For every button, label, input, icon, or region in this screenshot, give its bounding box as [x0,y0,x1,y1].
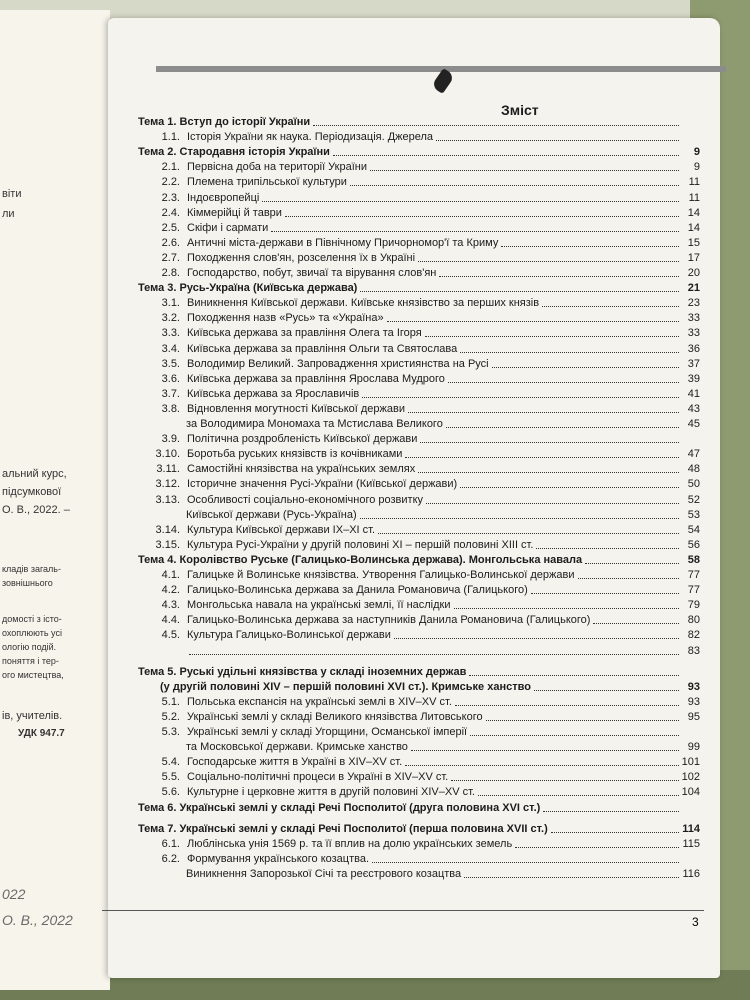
toc-leader-dots [446,426,679,428]
toc-row [146,237,700,250]
toc-page-number: 101 [681,756,700,769]
toc-row [146,252,700,265]
toc-number: 5.1. [161,695,180,708]
left-page-text: зовнішнього [2,578,53,588]
toc-leader-dots [360,290,679,292]
toc-leader-dots [262,200,679,202]
toc-leader-dots [372,861,679,863]
toc-row [146,838,700,851]
toc-text: Культура Галицько-Волинської держави [187,629,391,642]
toc-number: 6.2. [161,852,180,865]
toc-leader-dots [460,486,679,488]
toc-page-number: 45 [687,418,700,430]
toc-text: Тема 2. Стародавня історія України [138,146,330,159]
toc-text: Історія України як наука. Періодизація. Джерела [187,131,434,144]
toc-text: та Московської держави. Кримське ханство [186,741,408,754]
toc-text: Київська держава за Ярославичів [187,387,360,400]
toc-number: 2.8. [161,267,180,279]
toc-number: 6.1. [161,837,180,850]
toc-page-number: 9 [693,161,700,174]
toc-page-number: 11 [688,176,700,189]
toc-page-number: 79 [687,599,700,612]
toc-page-number: 93 [687,680,700,693]
toc-leader-dots [536,547,679,549]
toc-leader-dots [470,734,679,736]
left-page-text: О. В., 2022 [2,912,73,928]
toc-text: Кіммерійці й таври [187,206,282,219]
toc-text: Тема 6. Українські землі у складі Речі Посполитої (друга половина XVI ст.) [138,801,541,814]
left-page-text: охоплюють усі [2,628,62,638]
toc-text: Київська держава за правління Олега та Ігоря [187,327,422,340]
toc-number: 3.6. [161,372,180,385]
toc-text: Тема 3. Русь-Україна (Київська держава) [138,282,358,295]
toc-leader-dots [405,456,679,458]
left-page [0,10,110,990]
toc-text: Походження назв «Русь» та «Україна» [187,312,384,325]
toc-leader-dots [436,139,679,141]
toc-leader-dots [408,411,679,413]
toc-leader-dots [486,719,679,721]
toc-leader-dots [189,653,679,655]
toc-page-number: 114 [682,822,700,835]
toc-leader-dots [370,169,679,171]
toc-leader-dots [362,396,679,398]
toc-theme-row [138,554,700,567]
toc-number: 5.5. [161,771,180,784]
toc-page-number: 20 [687,267,700,279]
toc-leader-dots [469,674,679,676]
toc-leader-dots [360,517,679,519]
toc-leader-dots [460,351,679,353]
toc-leader-dots [464,876,679,878]
toc-page-number: 99 [687,741,700,754]
toc-row [186,418,700,431]
toc-text: Київська держава за правління Ярослава Мудрого [187,372,445,385]
toc-number: 3.5. [161,357,180,370]
toc-text: Володимир Великий. Запровадження християнства на Русі [187,357,489,370]
toc-page-number: 15 [687,236,700,249]
toc-text: Відновлення могутності Київської держави [187,402,405,415]
toc-page-number: 116 [682,867,700,880]
page-number: 3 [692,915,699,929]
toc-page-number: 104 [681,786,700,799]
toc-text: Племена трипільської культури [187,176,347,189]
left-page-text: ого мистецтва, [2,670,64,680]
toc-leader-dots [551,831,679,833]
toc-text: Формування українського козацтва. [187,852,370,865]
toc-row [146,771,700,784]
toc-text: Культурне і церковне життя в другій половині XIV–XV ст. [187,786,475,799]
toc-page-number: 82 [687,629,700,642]
toc-row [146,599,700,612]
toc-text: Індоєвропейці [187,191,260,204]
toc-page-number: 9 [693,146,700,159]
page-title: Зміст [501,102,539,118]
toc-row [146,614,700,627]
toc-row [146,373,700,386]
toc-row [146,696,700,709]
toc-number: 3.10. [155,448,180,461]
toc-number: 4.2. [161,584,180,597]
toc-row [146,853,700,866]
toc-row [146,312,700,325]
toc-text: Галицьке й Волинське князівства. Утворення Галицько-Волинської держави [187,569,575,581]
toc-text: Тема 5. Руські удільні князівства у складі іноземних держав [138,665,467,678]
left-page-text: УДК 947.7 [18,728,65,739]
toc-page-number: 95 [687,710,700,723]
left-page-text: домості з істо- [2,614,62,624]
toc-theme-row [138,823,700,836]
toc-page-number: 33 [687,312,700,325]
toc-page-number: 53 [687,508,700,521]
toc-number: 2.7. [161,251,180,264]
left-page-text: ологію подій. [2,642,57,652]
toc-page-number: 47 [687,448,700,461]
toc-leader-dots [501,245,679,247]
toc-text: за Володимира Мономаха та Мстислава Великого [186,418,443,430]
toc-page-number: 33 [687,327,700,340]
toc-leader-dots [448,381,679,383]
toc-row [146,176,700,189]
toc-number: 5.6. [161,786,180,799]
toc-row [146,448,700,461]
toc-text: Особливості соціально-економічного розвитку [187,493,424,506]
toc-number: 2.5. [161,221,180,234]
toc-number: 1.1. [161,131,180,144]
toc-leader-dots [542,305,679,307]
toc-page-number: 58 [687,553,700,566]
toc-leader-dots [492,366,679,368]
toc-row [146,207,700,220]
toc-text: Галицько-Волинська держава за Данила Романовича (Галицького) [187,584,528,597]
toc-page-number: 83 [687,644,700,657]
toc-page-number: 56 [687,538,700,551]
toc-text: Виникнення Запорозької Січі та реєстрового козацтва [186,867,462,880]
toc-row [146,297,700,310]
toc-row [146,463,700,476]
toc-number: 2.4. [161,206,180,219]
toc-text: Господарство, побут, звичаї та вірування слов'ян [187,267,437,279]
toc-row [146,222,700,235]
toc-row [146,192,700,205]
toc-number: 2.3. [161,191,180,204]
toc-row [146,726,700,739]
toc-number: 3.14. [155,523,180,536]
toc-text: Виникнення Київської держави. Київське князівство за перших князів [187,297,540,310]
toc-row [146,786,700,799]
toc-leader-dots [411,749,679,751]
toc-text: Люблінська унія 1569 р. та її вплив на долю українських земель [187,837,513,850]
toc-row [146,539,700,552]
toc-row [186,509,700,522]
toc-theme-row [138,146,700,159]
toc-number: 3.11. [156,463,180,476]
toc-leader-dots [426,502,679,504]
left-page-text: ли [2,208,15,220]
toc-page-number: 37 [687,357,700,370]
toc-page-number: 93 [687,695,700,708]
toc-number: 2.6. [161,236,180,249]
toc-number: 3.7. [161,387,180,400]
table-of-contents [108,18,720,978]
toc-text: Галицько-Волинська держава за наступників Данила Романовича (Галицького) [187,614,591,627]
toc-text: Господарське життя в Україні в XIV–XV ст. [187,756,403,769]
toc-page-number: 23 [687,297,700,310]
toc-page-number: 14 [687,206,700,219]
toc-number: 3.8. [161,402,180,415]
toc-text: Політична роздробленість Київської держави [187,433,418,446]
toc-page-number: 41 [687,387,700,400]
toc-leader-dots [418,260,679,262]
toc-page-number: 36 [687,342,700,355]
toc-text: Тема 7. Українські землі у складі Речі Посполитої (перша половина XVII ст.) [138,822,548,835]
toc-page-number: 54 [687,523,700,536]
toc-number: 3.1. [161,297,180,310]
toc-page-number: 52 [687,493,700,506]
toc-row [186,868,700,881]
toc-page-number: 77 [687,584,700,597]
toc-number: 5.2. [161,710,180,723]
toc-number: 2.2. [161,176,180,189]
toc-text: Українські землі у складі Угорщини, Османської імперії [187,726,468,738]
toc-row [146,388,700,401]
toc-text: Античні міста-держави в Північному Причорномор'ї та Криму [187,236,499,249]
toc-text: Культура Русі-України у другій половині XI – першій половині XIII ст. [187,538,534,551]
toc-number: 3.2. [161,312,180,325]
toc-number: 3.13. [155,493,180,506]
toc-page-number: 17 [687,251,700,264]
toc-text: Тема 1. Вступ до історії України [138,116,311,128]
toc-text: Тема 4. Королівство Руське (Галицько-Волинська держава). Монгольська навала [138,553,583,566]
book-page [108,18,720,978]
toc-number: 2.1. [161,161,180,174]
left-page-text: О. В., 2022. – [2,504,70,516]
toc-text: Польська експансія на українські землі в XIV–XV ст. [187,695,452,708]
toc-number: 4.1. [161,569,180,581]
left-page-text: 022 [2,886,26,902]
toc-leader-dots [454,607,679,609]
toc-text: Соціально-політичні процеси в Україні в XIV–XV ст. [187,771,449,784]
toc-page-number: 39 [687,372,700,385]
toc-page-number: 77 [687,569,700,581]
toc-theme-row [138,666,700,679]
toc-row [146,403,700,416]
toc-text: (у другій половині XIV – першій половині XVI ст.). Кримське ханство [160,680,531,693]
toc-leader-dots [271,230,679,232]
toc-number: 3.12. [155,478,180,491]
toc-leader-dots [405,764,678,766]
left-page-text: ів, учителів. [2,710,63,722]
toc-row [146,569,700,582]
toc-leader-dots [313,124,679,126]
toc-row [146,161,700,174]
toc-leader-dots [378,532,679,534]
toc-page-number: 80 [687,614,700,627]
toc-page-number: 14 [687,221,700,234]
toc-row [146,629,700,642]
toc-text: Боротьба руських князівств із кочівниками [187,448,403,461]
toc-number: 3.9. [161,433,180,446]
toc-number: 4.3. [161,599,180,612]
left-page-text: кладів загаль- [2,564,61,574]
toc-theme-row [138,802,700,815]
toc-row [146,584,700,597]
toc-row [186,645,700,658]
toc-number: 5.4. [161,756,180,769]
toc-row [146,756,700,769]
toc-row [146,358,700,371]
toc-number: 5.3. [161,726,180,738]
toc-text: Культура Київської держави IX–XI ст. [187,523,376,536]
toc-number: 3.4. [161,342,180,355]
toc-row [146,478,700,491]
toc-leader-dots [387,320,679,322]
toc-leader-dots [515,846,679,848]
toc-row [186,741,700,754]
toc-text: Історичне значення Русі-України (Київської держави) [187,478,458,491]
toc-number: 4.4. [161,614,180,627]
left-page-text: вiти [2,188,22,200]
toc-leader-dots [285,215,679,217]
toc-page-number: 43 [687,402,700,415]
toc-text: Монгольська навала на українські землі, її наслідки [187,599,451,612]
toc-text: Скіфи і сармати [187,221,269,234]
toc-text: Українські землі у складі Великого князівства Литовського [187,710,483,723]
toc-page-number: 21 [687,282,700,295]
toc-row [146,433,700,446]
toc-row [146,131,700,144]
toc-leader-dots [578,577,680,579]
toc-row [146,494,700,507]
toc-row [146,711,700,724]
toc-leader-dots [531,592,679,594]
left-page-text: підсумкової [2,486,62,498]
toc-leader-dots [333,154,679,156]
left-page-text: альний курс, [2,468,67,480]
toc-text: Самостійні князівства на українських землях [187,463,416,476]
bottom-rule [102,910,704,911]
toc-text: Київська держава за правління Ольги та Святослава [187,342,458,355]
toc-leader-dots [350,184,679,186]
toc-leader-dots [420,441,679,443]
toc-leader-dots [418,471,679,473]
toc-leader-dots [543,810,679,812]
toc-leader-dots [439,275,679,277]
toc-text: Первісна доба на території України [187,161,368,174]
toc-row [146,327,700,340]
toc-theme-row [160,681,700,694]
toc-page-number: 48 [687,463,700,476]
toc-leader-dots [478,794,679,796]
toc-leader-dots [585,562,679,564]
toc-number: 4.5. [161,629,180,642]
toc-theme-row [138,282,700,295]
toc-theme-row [138,116,700,129]
toc-number: 3.3. [161,327,180,340]
toc-row [146,524,700,537]
left-page-text: поняття і тер- [2,656,59,666]
toc-leader-dots [425,335,679,337]
toc-leader-dots [455,704,679,706]
toc-page-number: 11 [688,191,700,204]
toc-text: Походження слов'ян, розселення їх в Україні [187,251,416,264]
toc-leader-dots [593,622,679,624]
toc-row [146,343,700,356]
toc-page-number: 115 [682,837,700,850]
toc-text: Київської держави (Русь-Україна) [186,508,357,521]
toc-leader-dots [451,779,678,781]
toc-row [146,267,700,280]
toc-number: 3.15. [155,538,180,551]
toc-page-number: 102 [681,771,700,784]
toc-page-number: 50 [687,478,700,491]
toc-leader-dots [534,689,679,691]
toc-leader-dots [394,637,679,639]
